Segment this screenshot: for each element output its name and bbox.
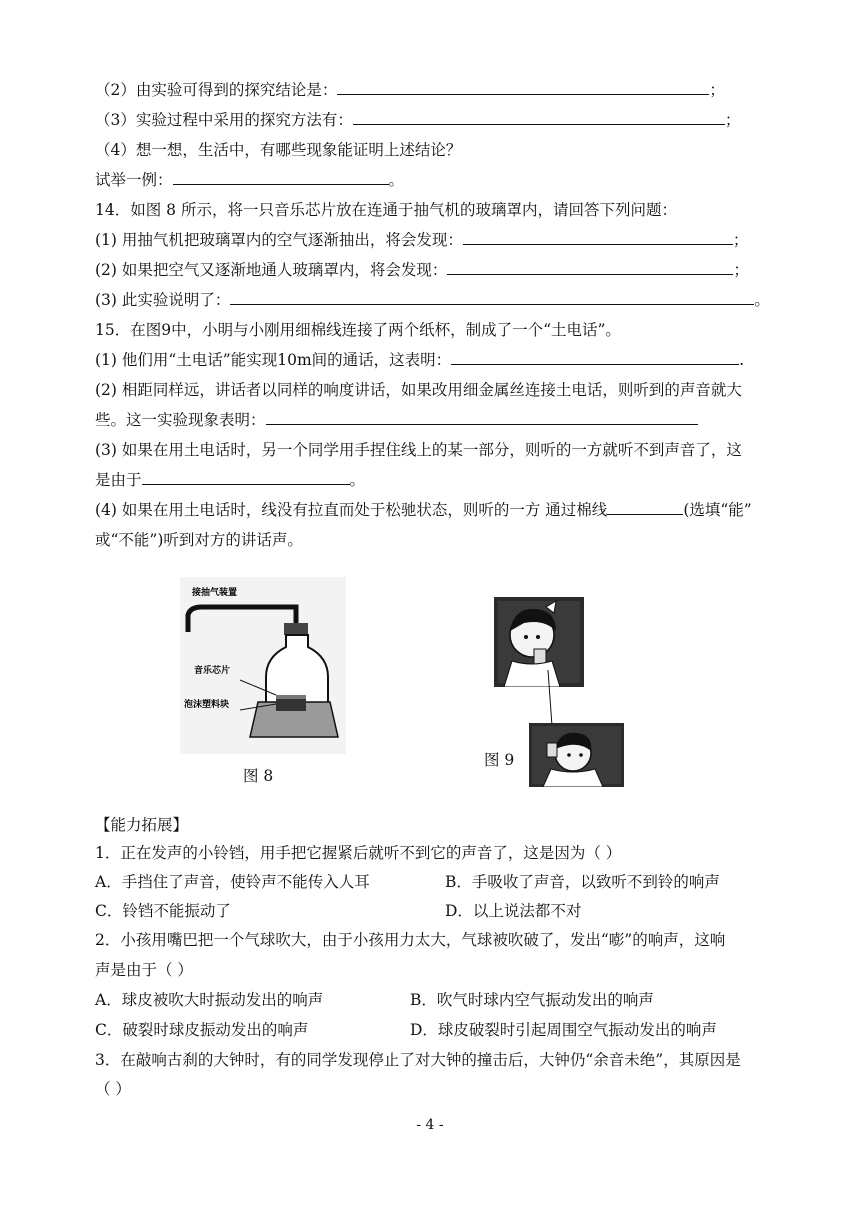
mc1-option-d[interactable]: D．以上说法都不对 [445,902,582,920]
q15-part4-line2: 或“不能”)听到对方的讲话声。 [95,531,303,549]
mc3-stem-line1: 3．在敲响古刹的大钟时，有的同学发现停止了对大钟的撞击后，大钟仍“余音未绝”，其原因是 [95,1051,741,1069]
answer-blank[interactable] [607,500,683,515]
q13-part3: （3）实验过程中采用的探究方法有： ； [95,111,741,129]
q14-part2: (2) 如果把空气又逐渐地通人玻璃罩内，将会发现： ； [95,261,749,279]
q15-intro: 15．在图9中，小明与小刚用细棉线连接了两个纸杯，制成了一个“土电话”。 [95,321,621,339]
mc2-option-a[interactable]: A．球皮被吹大时振动发出的响声 [95,991,324,1009]
mc3-stem-line2: （ ） [95,1080,131,1098]
q15-part2-line2: 些。这一实验现象表明： [95,410,698,430]
figure-9-boy-panel [529,723,624,787]
answer-blank[interactable] [447,260,733,275]
mc1-option-a[interactable]: A．手挡住了声音，使铃声不能传入人耳 [95,873,370,891]
mc2-option-b[interactable]: B．吹气时球内空气振动发出的响声 [410,991,654,1009]
mc2-option-d[interactable]: D．球皮破裂时引起周围空气振动发出的响声 [410,1021,717,1039]
q15-part3-line2: 是由于 。 [95,471,366,489]
label-foam: 泡沫塑料块 [184,699,230,709]
answer-blank[interactable] [337,80,709,95]
q15-part1: (1) 他们用“土电话”能实现10m间的通话，这表明： . [95,351,745,369]
q14-part1: (1) 用抽气机把玻璃罩内的空气逐渐抽出，将会发现： ； [95,231,749,249]
figure-9-caption: 图 9 [484,751,515,769]
q15-part4-line1: (4) 如果在用土电话时，线没有拉直而处于松驰状态，则听的一方 通过棉线 (选填“能” [95,501,752,519]
answer-blank[interactable] [451,350,739,365]
answer-blank[interactable] [230,290,754,305]
mc2-stem-line2: 声是由于（ ） [95,961,193,979]
page-number: - 4 - [416,1117,444,1133]
label-pump: 接抽气装置 [192,587,238,597]
figure-8-bell-jar [180,577,346,754]
figure-8-caption: 图 8 [243,767,274,785]
answer-blank[interactable] [353,110,725,125]
q13-example: 试举一例： 。 [95,171,405,189]
q14-part3: (3) 此实验说明了： 。 [95,291,770,309]
mc1-option-b[interactable]: B．手吸收了声音，以致听不到铃的响声 [445,873,720,891]
answer-blank[interactable] [463,230,733,245]
section-heading: 【能力拓展】 [95,816,189,834]
q13-part2: （2）由实验可得到的探究结论是： ； [95,81,725,99]
q15-part3-line1: (3) 如果在用土电话时，另一个同学用手捏住线上的某一部分，则听的一方就听不到声音了，这 [95,441,742,459]
mc1-stem: 1．正在发声的小铃铛，用手把它握紧后就听不到它的声音了，这是因为（ ） [95,844,622,862]
q13-part4: （4）想一想，生活中，有哪些现象能证明上述结论？ [95,141,462,159]
answer-blank[interactable] [266,410,698,425]
bell-jar-illustration [180,577,346,754]
label-chip: 音乐芯片 [194,665,231,675]
mc1-option-c[interactable]: C．铃铛不能振动了 [95,902,231,920]
mc2-option-c[interactable]: C．破裂时球皮振动发出的响声 [95,1021,309,1039]
string-line [530,670,570,730]
answer-blank[interactable] [173,170,389,185]
mc2-stem-line1: 2．小孩用嘴巴把一个气球吹大，由于小孩用力太大，气球被吹破了，发出“嘭”的响声，这响 [95,931,726,949]
q15-part2-line1: (2) 相距同样远，讲话者以同样的响度讲话，如果改用细金属丝连接土电话，则听到的声音就大 [95,381,742,399]
boy-listening-illustration [529,723,624,787]
q14-intro: 14．如图 8 所示，将一只音乐芯片放在连通于抽气机的玻璃罩内，请回答下列问题： [95,201,677,219]
answer-blank[interactable] [142,470,350,485]
